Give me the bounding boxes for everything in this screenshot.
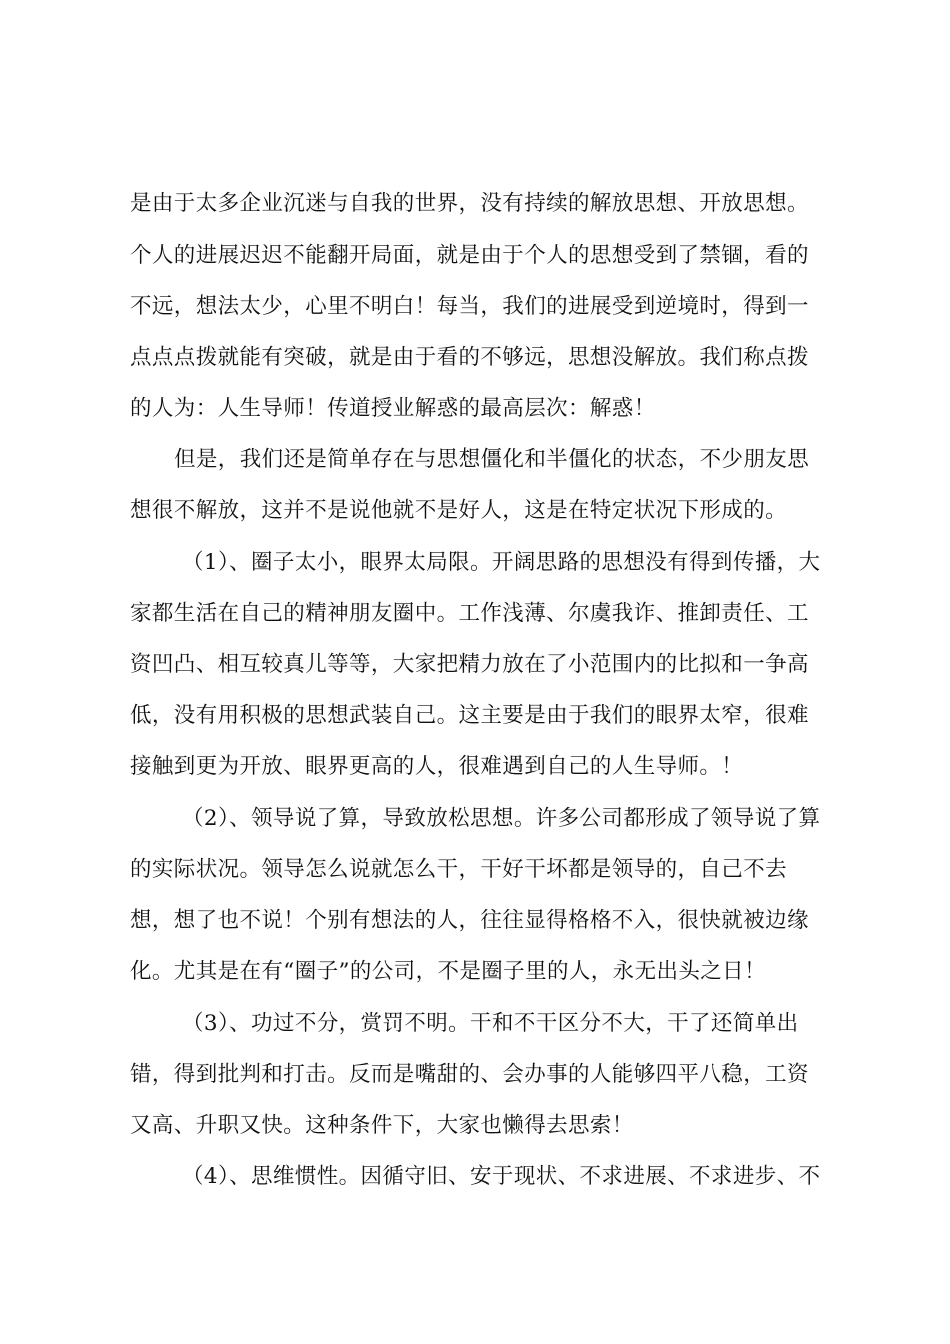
paragraph-5-line-2: 错，得到批判和打击。反而是嘴甜的、会办事的人能够四平八稳，工资 bbox=[130, 1062, 809, 1087]
paragraph-4-line-4: 化。尤其是在有“圈子”的公司，不是圈子里的人，永无出头之日！ bbox=[130, 959, 766, 984]
paragraph-1-line-1: 是由于太多企业沉迷与自我的世界，没有持续的解放思想、开放思想。 bbox=[130, 191, 809, 216]
paragraph-3-line-1: （1）、圈子太小，眼界太局限。开阔思路的思想没有得到传播，大 bbox=[182, 550, 821, 575]
paragraph-2-line-1: 但是，我们还是简单存在与思想僵化和半僵化的状态，不少朋友思 bbox=[174, 447, 810, 472]
paragraph-4-line-3: 想，想了也不说！个别有想法的人，往往显得格格不入，很快就被边缘 bbox=[130, 908, 809, 933]
paragraph-3-line-5: 接触到更为开放、眼界更高的人，很难遇到自己的人生导师。！ bbox=[130, 754, 744, 779]
paragraph-6-line-1: （4）、思维惯性。因循守旧、安于现状、不求进展、不求进步、不 bbox=[182, 1164, 821, 1189]
paragraph-1-line-3: 不远，想法太少，心里不明白！每当，我们的进展受到逆境时，得到一 bbox=[130, 294, 809, 319]
paragraph-3-line-2: 家都生活在自己的精神朋友圈中。工作浅薄、尔虞我诈、推卸责任、工 bbox=[130, 601, 809, 626]
paragraph-1-line-5: 的人为：人生导师！传道授业解惑的最高层次：解惑！ bbox=[130, 396, 656, 421]
paragraph-5-line-1: （3）、功过不分，赏罚不明。干和不干区分不大，干了还简单出 bbox=[182, 1011, 799, 1036]
paragraph-1-line-4: 点点点拨就能有突破，就是由于看的不够远，思想没解放。我们称点拨 bbox=[130, 345, 809, 370]
paragraph-4-line-1: （2）、领导说了算，导致放松思想。许多公司都形成了领导说了算 bbox=[182, 806, 821, 831]
paragraph-4-line-2: 的实际状况。领导怎么说就怎么干，干好干坏都是领导的，自己不去 bbox=[130, 857, 788, 882]
paragraph-1-line-2: 个人的进展迟迟不能翻开局面，就是由于个人的思想受到了禁锢，看的 bbox=[130, 243, 809, 268]
paragraph-3-line-3: 资凹凸、相互较真儿等等，大家把精力放在了小范围内的比拟和一争高 bbox=[130, 652, 809, 677]
paragraph-5-line-3: 又高、升职又快。这种条件下，大家也懒得去思索！ bbox=[130, 1113, 634, 1138]
paragraph-2-line-2: 想很不解放，这并不是说他就不是好人，这是在特定状况下形成的。 bbox=[130, 498, 788, 523]
paragraph-3-line-4: 低，没有用积极的思想武装自己。这主要是由于我们的眼界太窄，很难 bbox=[130, 703, 809, 728]
